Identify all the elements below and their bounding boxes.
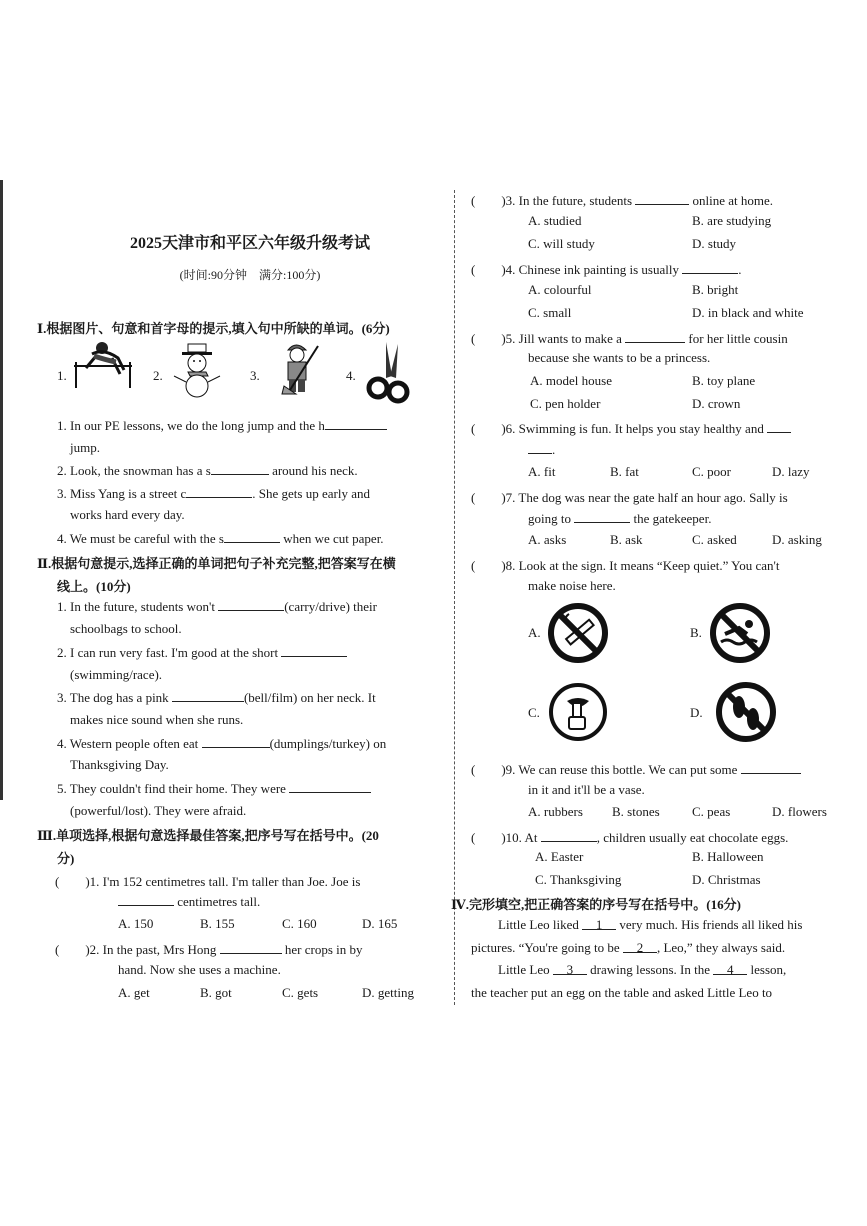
keep-quiet-sign-icon[interactable] <box>547 681 609 743</box>
option-b[interactable]: B. Halloween <box>692 849 764 864</box>
s3-q6-tail: . <box>552 442 556 457</box>
answer-blank[interactable] <box>289 780 371 793</box>
s3-q4-tail: . <box>738 262 742 277</box>
s2-q2-text: 2. I can run very fast. I'm good at the short <box>57 645 279 660</box>
option-b[interactable]: B. 155 <box>200 916 235 931</box>
s2-q2-cont: (swimming/race). <box>70 667 163 682</box>
s3-q2-options <box>118 985 414 1001</box>
option-a[interactable]: A. Easter <box>535 849 584 864</box>
s1-q2-tail: around his neck. <box>272 463 358 478</box>
exam-title: 2025天津市和平区六年级升级考试 <box>129 235 370 252</box>
column-divider <box>454 190 455 1005</box>
s3-q10 <box>471 827 788 846</box>
answer-blank[interactable] <box>325 417 387 430</box>
answer-blank[interactable] <box>682 261 738 274</box>
s3-q4-options-row2 <box>528 305 804 321</box>
option-a[interactable]: A. asks <box>528 532 567 547</box>
cloze-blank-2[interactable]: 2 <box>623 940 657 953</box>
s2-q4-text: 4. Western people often eat <box>57 736 199 751</box>
s2-q2 <box>57 644 347 661</box>
cloze-blank-3[interactable]: 3 <box>553 962 587 975</box>
s1-q3-text: 3. Miss Yang is a street c <box>57 486 187 501</box>
s4-line3-text: Little Leo <box>498 962 550 977</box>
no-walking-sign-icon[interactable] <box>715 681 777 743</box>
s1-q3 <box>57 485 370 502</box>
option-c[interactable]: C. gets <box>282 985 319 1000</box>
s4-line1 <box>498 917 802 933</box>
option-c[interactable]: C. peas <box>692 804 731 819</box>
s3-q6 <box>471 418 791 437</box>
option-b[interactable]: B. got <box>200 985 232 1000</box>
s2-q1-text: 1. In the future, students won't <box>57 599 215 614</box>
option-b[interactable]: B. ask <box>610 532 643 547</box>
s4-line3 <box>498 962 786 978</box>
option-d[interactable]: D. study <box>692 236 737 251</box>
s3-q2-cont: hand. Now she uses a machine. <box>118 962 281 977</box>
answer-blank[interactable] <box>625 330 685 343</box>
s3-q1: ( )1. I'm 152 centimetres tall. I'm taller than Joe. Joe is <box>55 874 361 889</box>
s4-line3-mid: drawing lessons. In the <box>590 962 710 977</box>
s2-q3-tail: (bell/film) on her neck. It <box>243 690 376 705</box>
option-d[interactable]: D. in black and white <box>692 305 804 320</box>
s3-q9 <box>471 759 801 778</box>
answer-blank[interactable] <box>202 735 270 748</box>
option-b[interactable]: B. toy plane <box>692 373 756 388</box>
section-4-heading: Ⅳ.完形填空,把正确答案的序号写在括号中。(16分) <box>451 897 741 912</box>
s3-q5-options-row1 <box>530 373 755 389</box>
s3-q2-text: ( )2. In the past, Mrs Hong <box>55 942 217 957</box>
option-a[interactable]: A. fit <box>528 464 556 479</box>
s3-q8: ( )8. Look at the sign. It means “Keep quiet.” You can't <box>471 558 780 573</box>
no-swimming-sign-icon[interactable] <box>709 602 771 664</box>
option-d[interactable]: D. getting <box>362 985 414 1000</box>
s3-q2 <box>55 939 363 958</box>
s3-q9-options <box>528 804 827 820</box>
s3-q4-text: ( )4. Chinese ink painting is usually <box>471 262 679 277</box>
answer-blank[interactable] <box>224 530 280 543</box>
option-a[interactable]: A. rubbers <box>528 804 583 819</box>
option-c[interactable]: C. 160 <box>282 916 317 931</box>
option-d[interactable]: D. crown <box>692 396 741 411</box>
option-a[interactable]: A. get <box>118 985 150 1000</box>
s4-line4: the teacher put an egg on the table and asked Little Leo to <box>471 985 773 1000</box>
s3-q4-options-row1 <box>528 282 738 298</box>
s1-q1-text: 1. In our PE lessons, we do the long jump and the h <box>57 418 325 433</box>
section-2-heading: Ⅱ.根据句意提示,选择正确的单词把句子补充完整,把答案写在横 <box>37 556 396 571</box>
option-d[interactable]: D. flowers <box>772 804 827 819</box>
s3-q6-text: ( )6. Swimming is fun. It helps you stay healthy and <box>471 421 764 436</box>
s3-q10-text: ( )10. At <box>471 830 538 845</box>
sign-option-a-label[interactable]: A. <box>528 625 541 640</box>
section-3-heading-cont: 分) <box>57 851 75 866</box>
s1-q1 <box>57 417 387 434</box>
s3-q9-text: ( )9. We can reuse this bottle. We can put some <box>471 762 738 777</box>
s2-q4-cont: Thanksgiving Day. <box>70 757 169 772</box>
s2-q4 <box>57 735 386 752</box>
answer-blank[interactable] <box>211 462 269 475</box>
s2-q3 <box>57 689 376 706</box>
answer-blank[interactable] <box>574 510 630 523</box>
s2-q5-cont: (powerful/lost). They were afraid. <box>70 803 247 818</box>
s1-q2-text: 2. Look, the snowman has a s <box>57 463 211 478</box>
s3-q8-cont: make noise here. <box>528 578 616 593</box>
scan-edge-mark <box>0 180 3 800</box>
option-c[interactable]: C. pen holder <box>530 396 601 411</box>
street-cleaner-picture <box>270 340 326 396</box>
s1-q3-cont: works hard every day. <box>70 507 185 522</box>
s3-q5-text: ( )5. Jill wants to make a <box>471 331 622 346</box>
section-3-heading: Ⅲ.单项选择,根据句意选择最佳答案,把序号写在括号中。(20 <box>37 828 379 843</box>
answer-blank[interactable] <box>635 192 689 205</box>
s4-line2 <box>471 940 785 956</box>
answer-blank[interactable] <box>186 485 252 498</box>
option-c[interactable]: C. will study <box>528 236 595 251</box>
s3-q7: ( )7. The dog was near the gate half an hour ago. Sally is <box>471 490 788 505</box>
s3-q3-text: ( )3. In the future, students <box>471 193 633 208</box>
s3-q10-options-row2 <box>535 872 761 888</box>
s3-q3-options-row1 <box>528 213 771 229</box>
s3-q5 <box>471 328 788 347</box>
answer-blank[interactable] <box>741 761 801 774</box>
exam-subtitle: (时间:90分钟 满分:100分) <box>179 268 321 282</box>
s3-q9-cont: in it and it'll be a vase. <box>528 782 645 797</box>
section-2-heading-cont: 线上。(10分) <box>57 579 131 594</box>
s3-q6-options <box>528 464 810 480</box>
option-b[interactable]: B. bright <box>692 282 739 297</box>
option-d[interactable]: D. asking <box>772 532 822 547</box>
s2-q5 <box>57 780 371 797</box>
answer-blank[interactable] <box>172 689 244 702</box>
s4-line2-tail: , Leo,” they always said. <box>656 940 786 955</box>
sign-option-d-label[interactable]: D. <box>690 705 703 720</box>
answer-blank[interactable] <box>281 644 347 657</box>
sign-option-c-label[interactable]: C. <box>528 705 540 720</box>
answer-blank[interactable] <box>118 893 174 906</box>
answer-blank[interactable] <box>220 941 282 954</box>
s3-q7-options <box>528 532 822 548</box>
option-d[interactable]: D. lazy <box>772 464 810 479</box>
s1-q4 <box>57 530 384 547</box>
s3-q3-options-row2 <box>528 236 736 252</box>
option-a[interactable]: A. model house <box>530 373 612 388</box>
option-d[interactable]: D. Christmas <box>692 872 761 887</box>
high-jump-picture <box>72 340 134 390</box>
s2-q4-tail: (dumplings/turkey) on <box>269 736 387 751</box>
option-c[interactable]: C. small <box>528 305 572 320</box>
s4-line2-text: pictures. “You're going to be <box>471 940 620 955</box>
snowman-picture <box>168 342 226 398</box>
option-b[interactable]: B. stones <box>612 804 660 819</box>
option-d[interactable]: D. 165 <box>362 916 398 931</box>
cloze-blank-4[interactable]: 4 <box>713 962 747 975</box>
s1-q2 <box>57 462 358 479</box>
s2-q1-tail: (carry/drive) their <box>284 599 377 614</box>
s3-q4 <box>471 259 741 278</box>
s3-q7-tail: the gatekeeper. <box>633 511 712 526</box>
option-b[interactable]: B. fat <box>610 464 639 479</box>
pic-label-1: 1. <box>57 368 67 383</box>
s2-q3-cont: makes nice sound when she runs. <box>70 712 244 727</box>
s1-q1-cont: jump. <box>70 440 100 455</box>
section-1-heading: Ⅰ.根据图片、句意和首字母的提示,填入句中所缺的单词。(6分) <box>37 321 390 336</box>
scissors-picture <box>362 340 412 404</box>
s2-q1-cont: schoolbags to school. <box>70 621 182 636</box>
pic-label-3: 3. <box>250 368 260 383</box>
s3-q5-options-row2 <box>530 396 740 412</box>
s3-q5-cont: because she wants to be a princess. <box>528 350 711 365</box>
s3-q10-options-row1 <box>535 849 763 865</box>
option-a[interactable]: A. studied <box>528 213 582 228</box>
s3-q3-tail: online at home. <box>692 193 774 208</box>
answer-blank[interactable] <box>541 829 597 842</box>
s1-q3-tail: . She gets up early and <box>252 486 370 501</box>
pic-label-4: 4. <box>346 368 356 383</box>
s3-q1-cont <box>118 893 260 910</box>
s3-q1-options <box>118 916 397 932</box>
s3-q1-tail: centimetres tall. <box>177 894 261 909</box>
option-c[interactable]: C. asked <box>692 532 737 547</box>
sign-option-b-label[interactable]: B. <box>690 625 702 640</box>
no-smoking-sign-icon[interactable] <box>547 602 609 664</box>
s2-q5-text: 5. They couldn't find their home. They were <box>57 781 286 796</box>
s4-line1-text: Little Leo liked <box>498 917 579 932</box>
s2-q1 <box>57 598 377 615</box>
s4-line1-tail: very much. His friends all liked his <box>619 917 803 932</box>
answer-blank[interactable] <box>767 420 791 433</box>
option-b[interactable]: B. are studying <box>692 213 772 228</box>
answer-blank[interactable] <box>528 441 552 454</box>
s2-q3-text: 3. The dog has a pink <box>57 690 169 705</box>
s3-q5-tail: for her little cousin <box>688 331 788 346</box>
pic-label-2: 2. <box>153 368 163 383</box>
s3-q3 <box>471 190 773 209</box>
s1-q4-tail: when we cut paper. <box>283 531 384 546</box>
option-a[interactable]: A. 150 <box>118 916 154 931</box>
option-c[interactable]: C. poor <box>692 464 731 479</box>
option-a[interactable]: A. colourful <box>528 282 592 297</box>
cloze-blank-1[interactable]: 1 <box>582 917 616 930</box>
s1-q4-text: 4. We must be careful with the s <box>57 531 224 546</box>
s3-q7-cont <box>528 510 711 527</box>
answer-blank[interactable] <box>218 598 284 611</box>
s3-q6-cont <box>528 441 555 458</box>
s3-q7-text: going to <box>528 511 571 526</box>
s4-line3-tail: lesson, <box>750 962 787 977</box>
s3-q2-tail: her crops in by <box>284 942 363 957</box>
option-c[interactable]: C. Thanksgiving <box>535 872 622 887</box>
s3-q10-tail: , children usually eat chocolate eggs. <box>596 830 789 845</box>
